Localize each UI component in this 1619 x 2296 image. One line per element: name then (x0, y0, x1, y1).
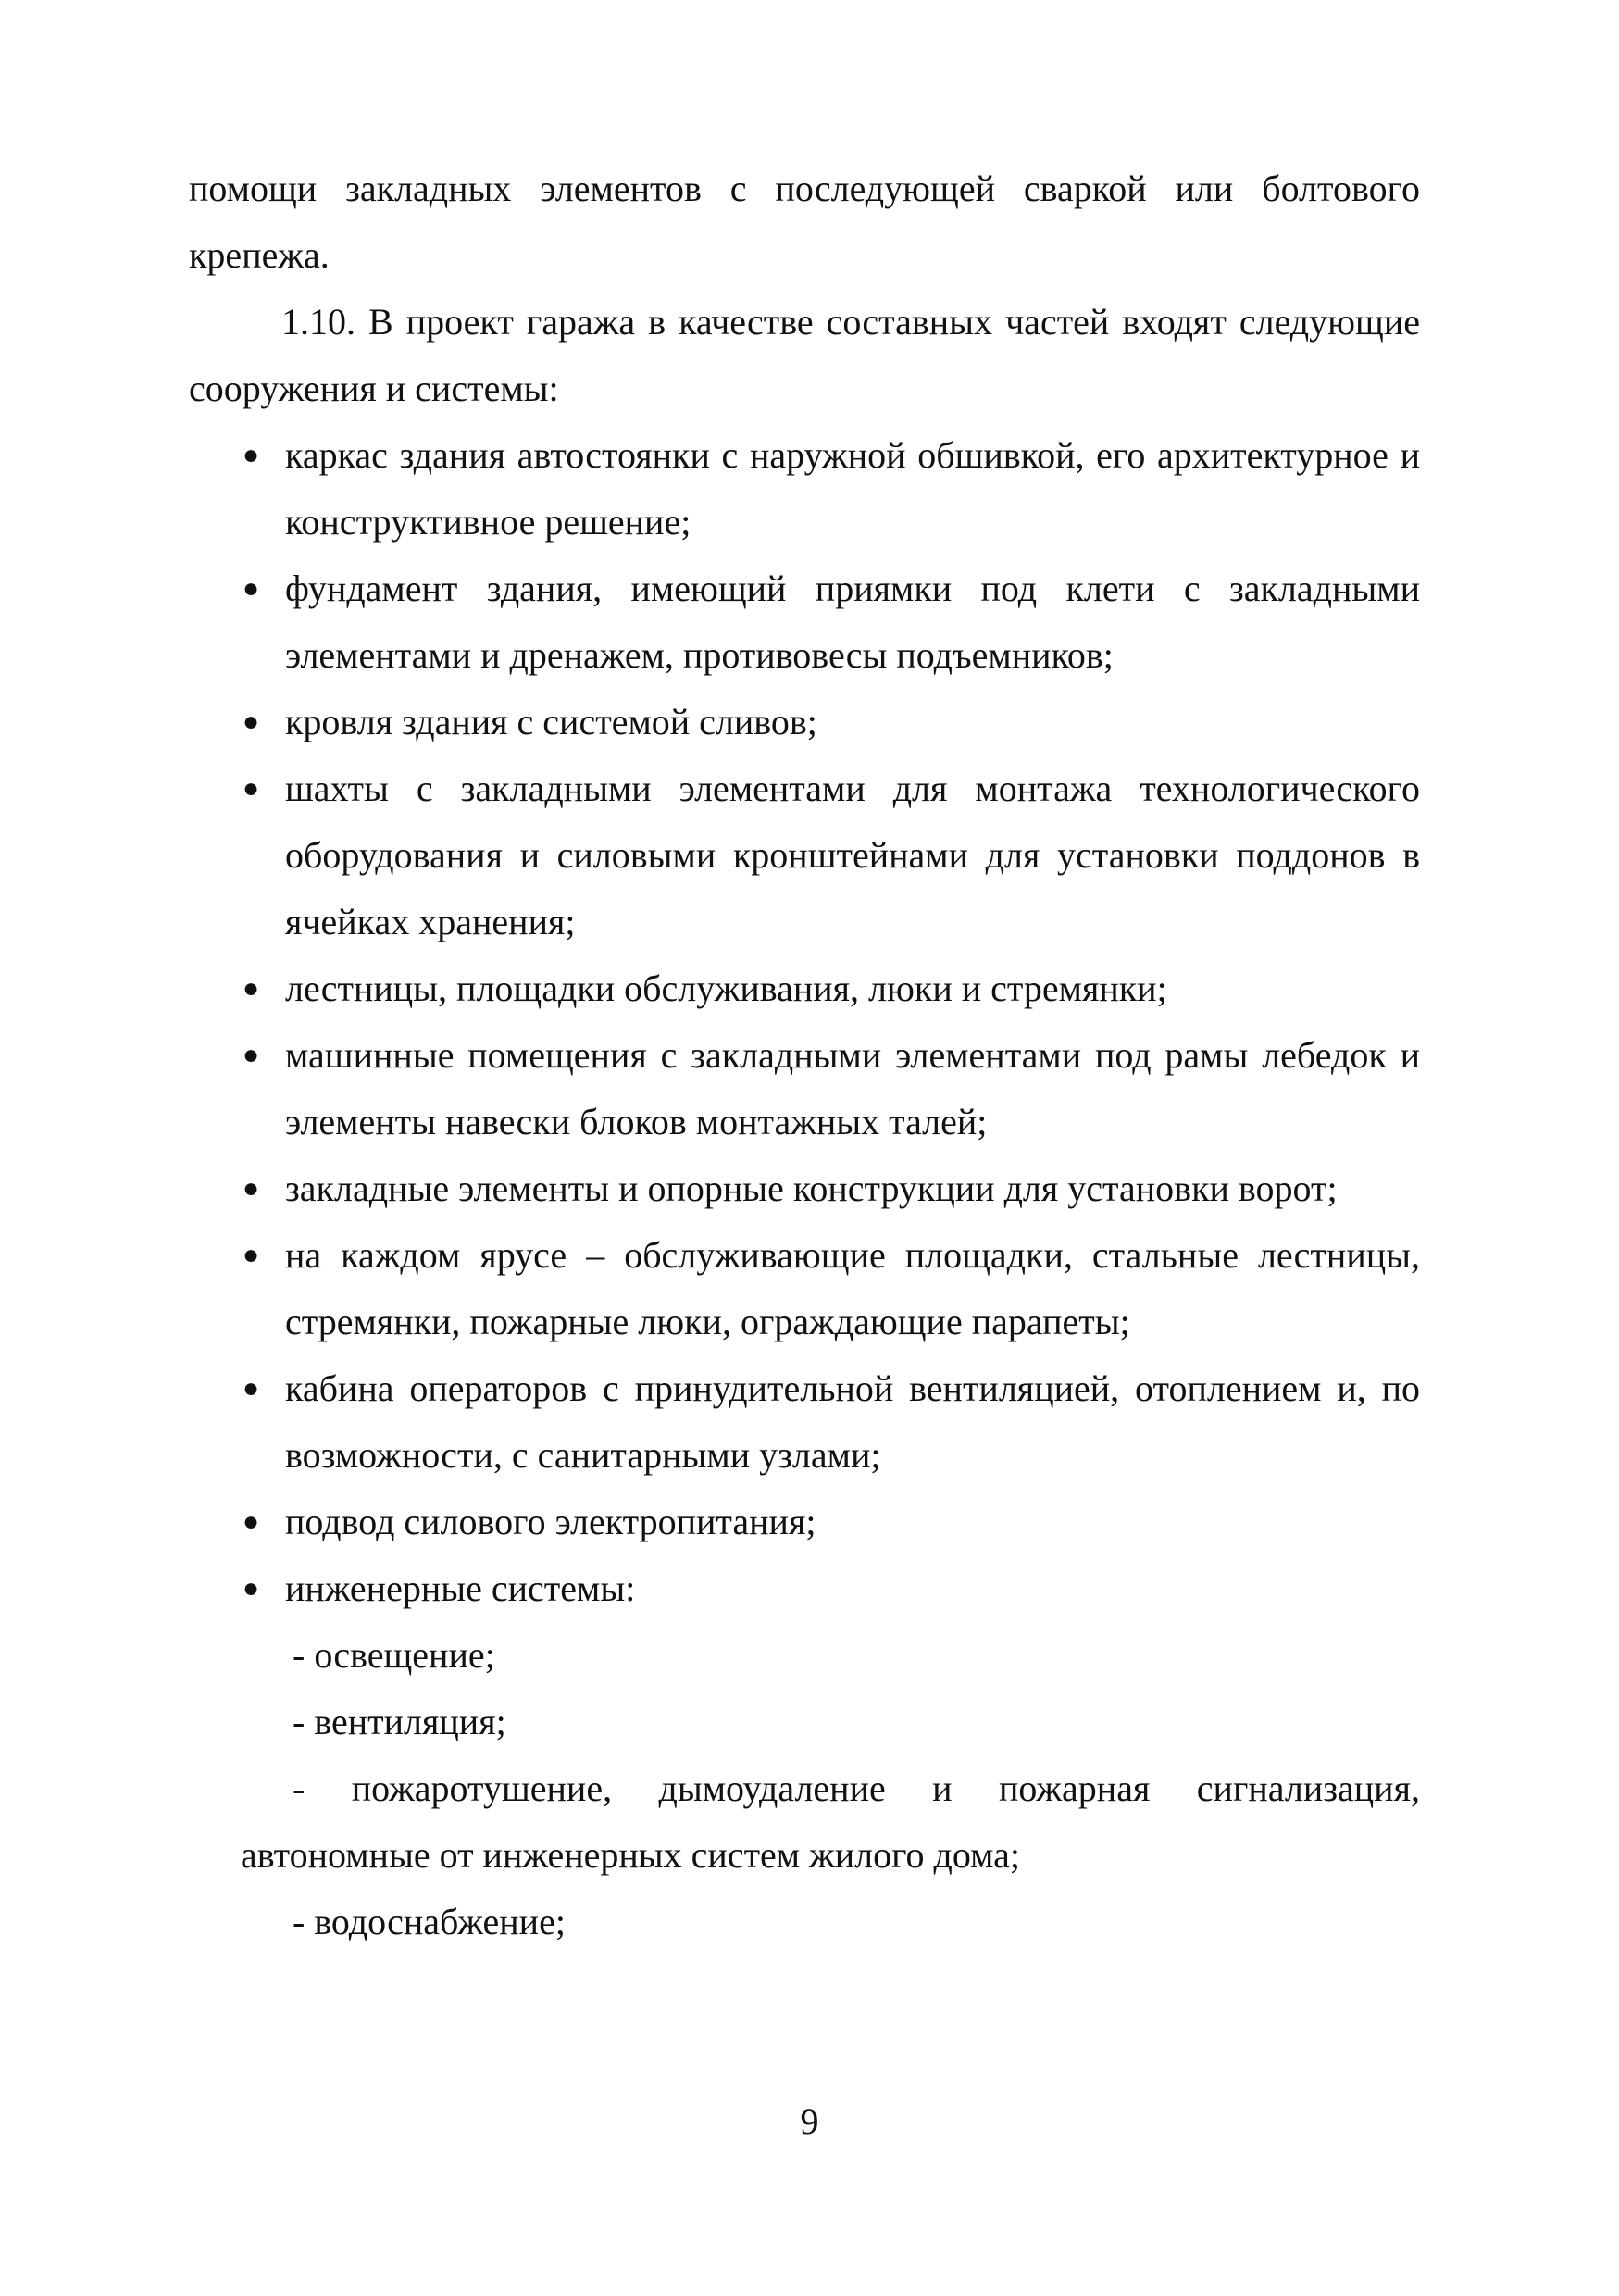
bullet-icon: ● (243, 973, 260, 1004)
list-item (189, 555, 1420, 689)
list-item (189, 955, 1420, 1022)
list-item-text: кабина операторов с принудительной вентиляцией, отоплением и, по возможности, с санитарными узлами; (285, 1367, 1420, 1476)
list-item-text: подвод силового электропитания; (285, 1501, 816, 1542)
bullet-icon: ● (243, 573, 260, 604)
bullet-icon: ● (243, 1240, 260, 1270)
bullet-icon: ● (243, 1573, 260, 1603)
list-item-text: фундамент здания, имеющий приямки под клети с закладными элементами и дренажем, противовесы подъемников; (285, 568, 1420, 676)
list-item (189, 1222, 1420, 1355)
list-item-text: лестницы, площадки обслуживания, люки и стремянки; (285, 967, 1167, 1009)
list-item-text: на каждом ярусе – обслуживающие площадки, стальные лестницы, стремянки, пожарные люки, ограждающие парапеты; (285, 1234, 1420, 1342)
page-number: 9 (800, 2101, 819, 2142)
list-item (189, 1022, 1420, 1155)
list-item-text: инженерные системы: (285, 1567, 636, 1609)
sub-item-fire-safety: - пожаротушение, дымоудаление и пожарная сигнализация, автономные от инженерных систем жилого дома; (241, 1767, 1420, 1876)
list-item-text: шахты с закладными элементами для монтажа технологического оборудования и силовыми кронштейнами для установки поддонов в ячейках хранения; (285, 767, 1420, 942)
page-body (189, 156, 1420, 1955)
sub-item-ventilation: - вентиляция; (293, 1701, 506, 1742)
bullet-icon: ● (243, 1173, 260, 1204)
sub-item-water-supply: - водоснабжение; (293, 1901, 566, 1942)
list-item (189, 1489, 1420, 1555)
bullet-icon: ● (243, 440, 260, 470)
engineering-systems-sublist (189, 1622, 1420, 1955)
components-bullet-list (189, 422, 1420, 1622)
section-1-10-paragraph: 1.10. В проект гаража в качестве составных частей входят следующие сооружения и системы: (189, 301, 1420, 409)
list-item (189, 689, 1420, 755)
list-item-text: машинные помещения с закладными элементами под рамы лебедок и элементы навески блоков монтажных талей; (285, 1034, 1420, 1142)
list-item (189, 422, 1420, 555)
list-item-text: кровля здания с системой сливов; (285, 701, 817, 742)
bullet-icon: ● (243, 1373, 260, 1404)
bullet-icon: ● (243, 706, 260, 737)
list-item-text: закладные элементы и опорные конструкции для установки ворот; (285, 1167, 1338, 1209)
list-item (189, 1555, 1420, 1622)
intro-continuation-paragraph: помощи закладных элементов с последующей сваркой или болтового крепежа. (189, 168, 1420, 276)
bullet-icon: ● (243, 1506, 260, 1537)
bullet-icon: ● (243, 773, 260, 804)
list-item (189, 755, 1420, 955)
sub-item-lighting: - освещение; (293, 1634, 495, 1676)
list-item-text: каркас здания автостоянки с наружной обшивкой, его архитектурное и конструктивное решение; (285, 434, 1420, 543)
list-item (189, 1355, 1420, 1489)
bullet-icon: ● (243, 1040, 260, 1070)
list-item (189, 1155, 1420, 1222)
